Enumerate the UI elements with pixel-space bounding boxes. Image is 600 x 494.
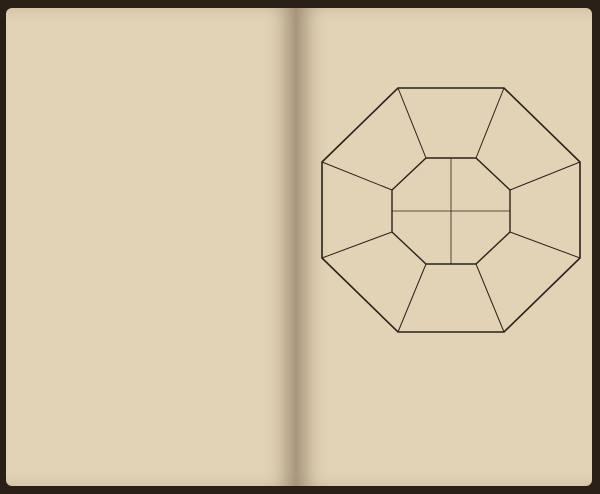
left-page [6, 8, 296, 486]
octagon-svg [320, 86, 582, 334]
octagon-direction-diagram [320, 86, 582, 334]
